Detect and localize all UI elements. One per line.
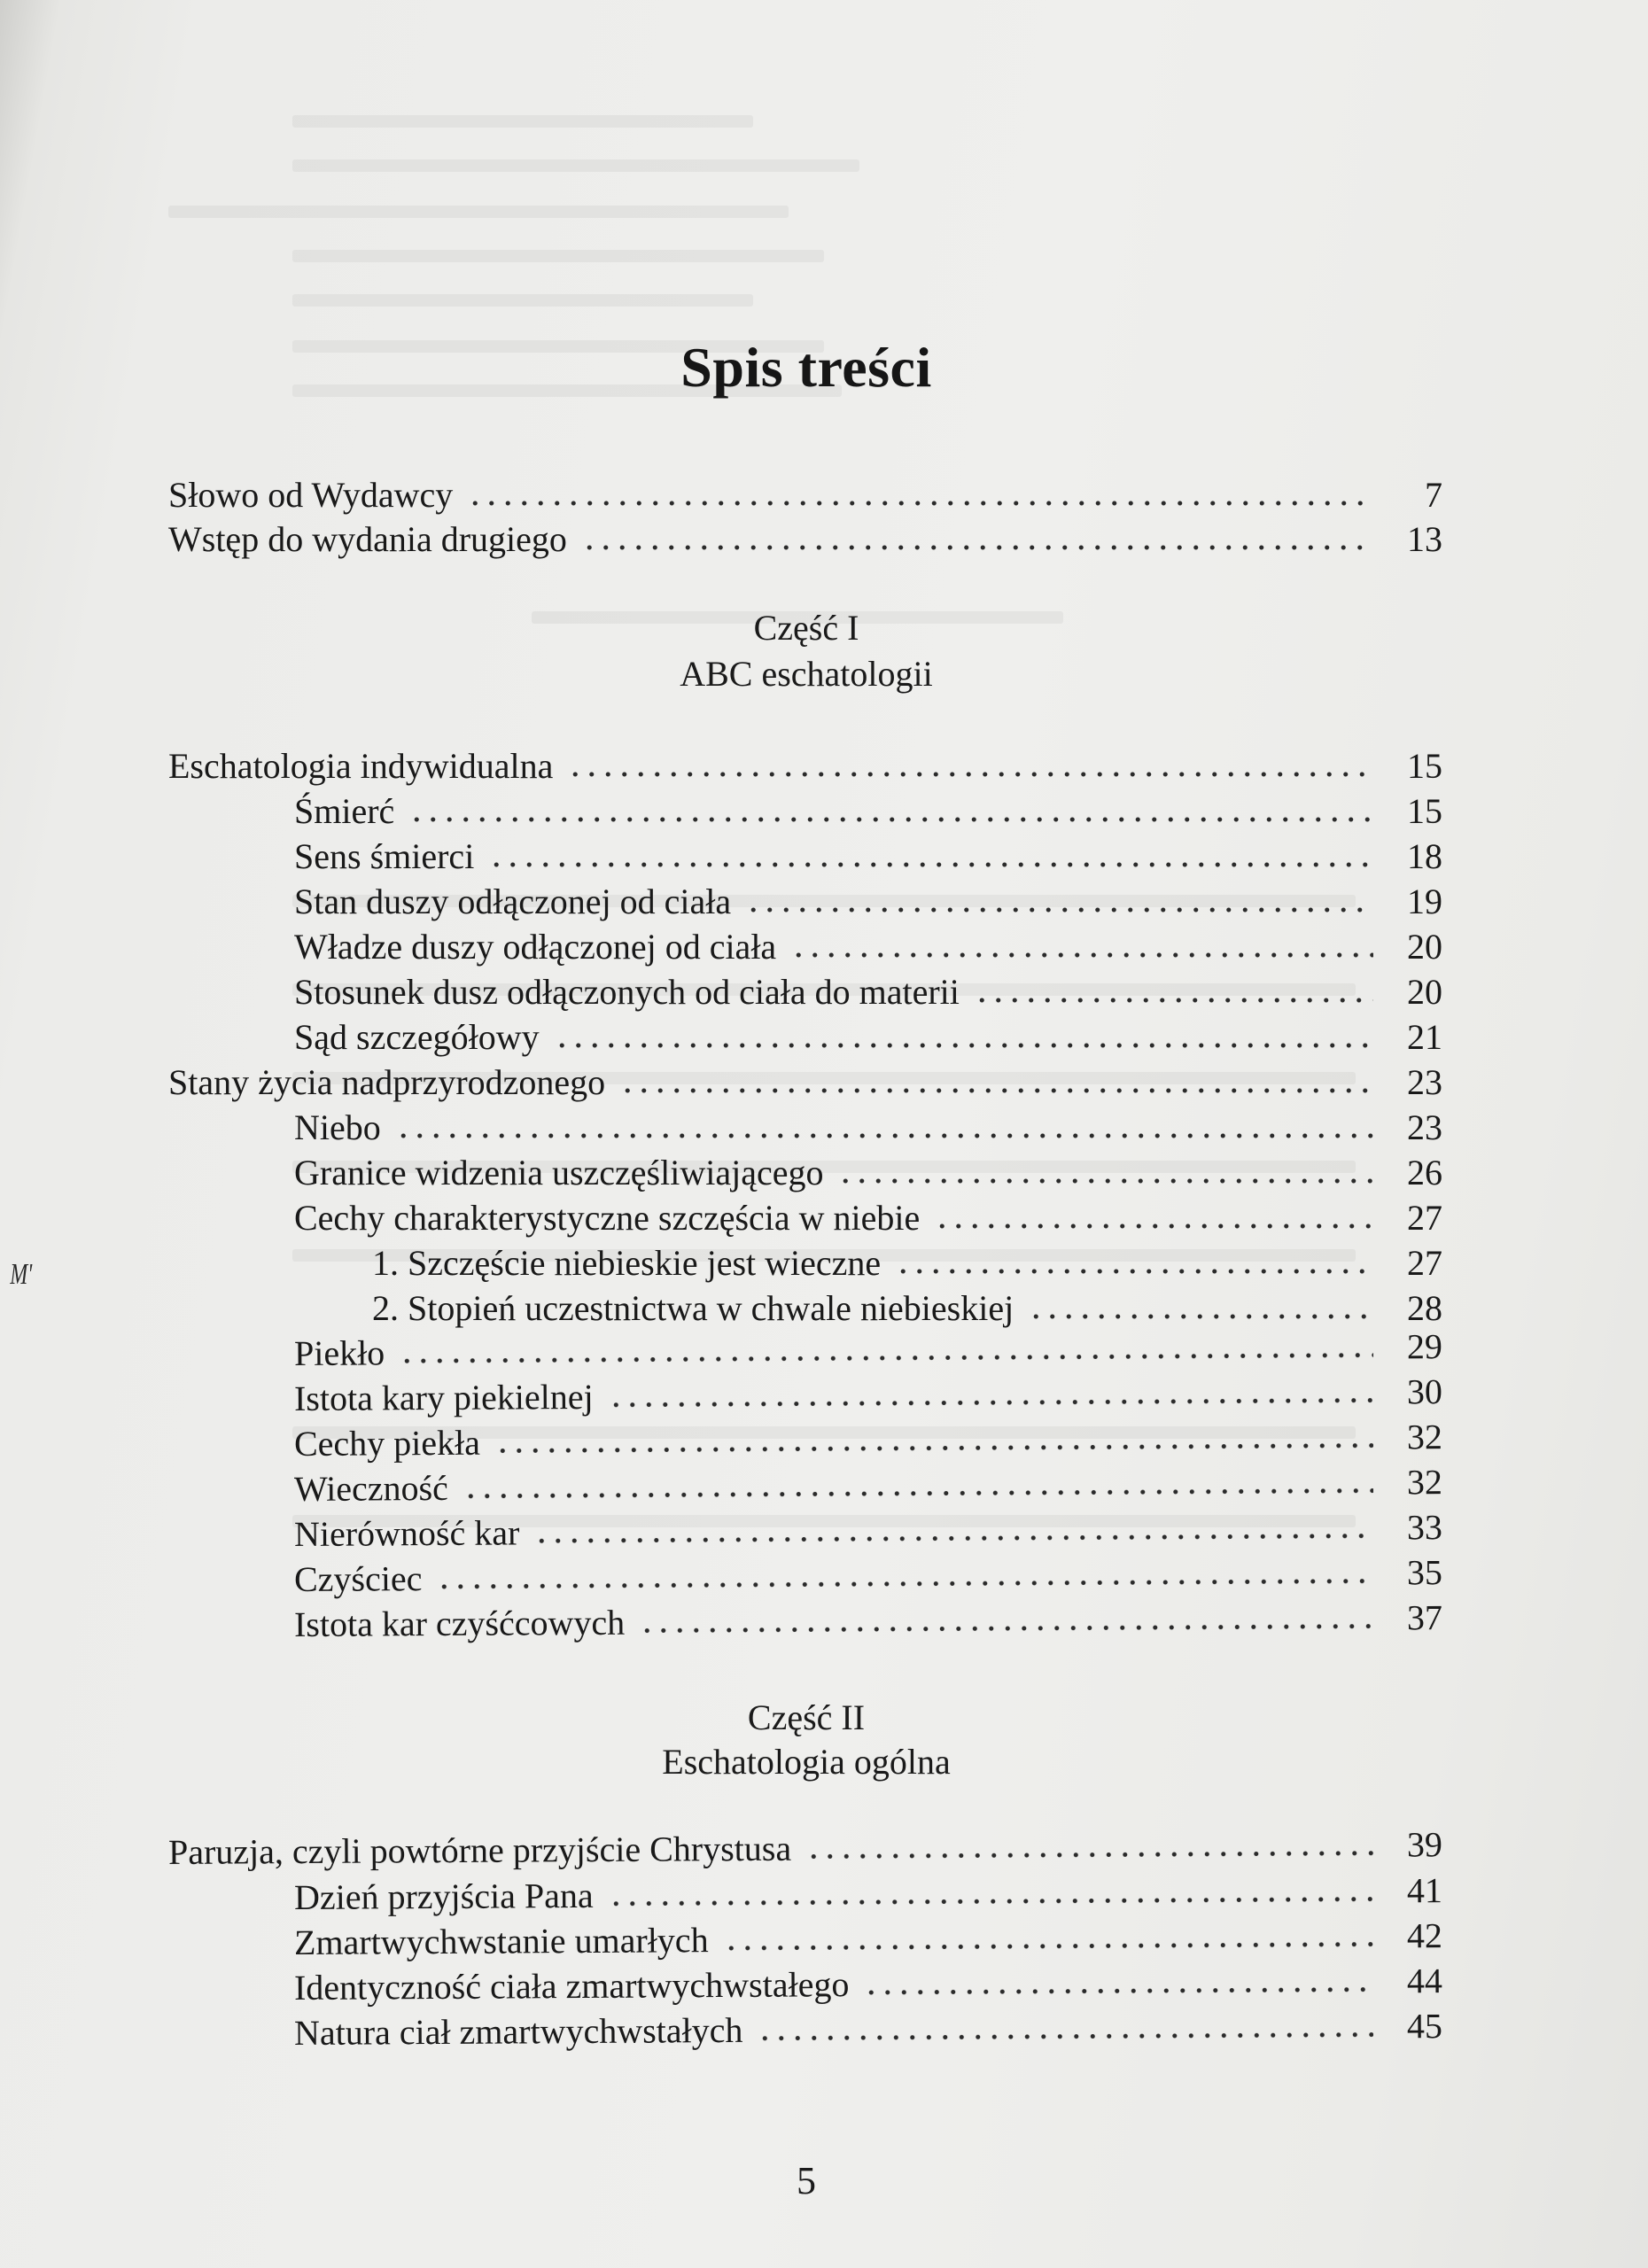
dot-leader xyxy=(395,1113,1373,1139)
dot-leader xyxy=(745,887,1373,913)
dot-leader xyxy=(863,1967,1373,1997)
toc-page-number: 41 xyxy=(1406,1870,1443,1911)
dot-leader xyxy=(436,1558,1373,1590)
toc-entry-label: Sąd szczegółowy xyxy=(294,1017,540,1057)
toc-entry[interactable] xyxy=(294,1914,1442,1965)
part-2-title: Część II xyxy=(747,1697,866,1737)
dot-leader xyxy=(567,751,1373,778)
toc-entry[interactable] xyxy=(372,1286,1442,1331)
toc-entry[interactable] xyxy=(168,744,1442,788)
toc-entry-label: Piekło xyxy=(293,1332,385,1373)
toc-entry-label: Stan duszy odłączonej od ciała xyxy=(294,882,732,921)
dot-leader xyxy=(723,1922,1374,1952)
toc-page-number: 39 xyxy=(1406,1824,1443,1865)
toc-entry-label: 2. Stopień uczestnictwa w chwale niebieskiej xyxy=(372,1288,1014,1328)
toc-entry[interactable] xyxy=(294,1868,1442,1920)
toc-entry-label: Paruzja, czyli powtórne przyjście Chrystusa xyxy=(167,1828,792,1872)
dot-leader xyxy=(1028,1293,1373,1320)
toc-page-number: 15 xyxy=(1407,791,1442,831)
toc-entry[interactable] xyxy=(294,1550,1442,1602)
toc-entry-label: Istota kary piekielnej xyxy=(293,1376,594,1418)
toc-page-number: 29 xyxy=(1406,1326,1443,1367)
toc-page-number: 26 xyxy=(1407,1153,1442,1192)
toc-entry-label: Władze duszy odłączonej od ciała xyxy=(294,927,777,967)
toc-entry-label: Słowo od Wydawcy xyxy=(168,475,454,515)
toc-entry[interactable] xyxy=(168,1822,1442,1875)
dot-leader xyxy=(408,796,1373,823)
toc-entry[interactable] xyxy=(294,1460,1442,1511)
dot-leader xyxy=(467,480,1373,507)
toc-page-number: 20 xyxy=(1407,927,1442,967)
dot-leader xyxy=(974,977,1373,1004)
toc-page-number: 33 xyxy=(1406,1507,1443,1548)
dot-leader xyxy=(399,1332,1373,1365)
toc-entry-label: Cechy piekła xyxy=(293,1422,481,1464)
toc-entry[interactable] xyxy=(294,1196,1442,1240)
toc-entry-label: Wstęp do wydania drugiego xyxy=(168,519,567,559)
toc-page-number: 18 xyxy=(1407,836,1442,876)
toc-page-number: 23 xyxy=(1407,1107,1442,1147)
toc-entry-label: Niebo xyxy=(294,1107,381,1147)
toc-entry[interactable] xyxy=(294,1959,1442,2010)
toc-entry[interactable] xyxy=(294,835,1442,879)
dot-leader xyxy=(805,1830,1373,1860)
dot-leader xyxy=(619,1068,1373,1094)
dot-leader xyxy=(463,1468,1373,1500)
toc-entry[interactable] xyxy=(294,1015,1442,1060)
toc-entry[interactable] xyxy=(294,1370,1442,1421)
toc-entry[interactable] xyxy=(294,1106,1442,1150)
dot-leader xyxy=(554,1022,1373,1049)
toc-page-number: 45 xyxy=(1406,2006,1443,2047)
dot-leader xyxy=(837,1158,1373,1184)
toc-entry-label: Natura ciał zmartwychwstałych xyxy=(293,2009,743,2053)
toc-entry-label: Zmartwychwstanie umarłych xyxy=(293,1920,709,1962)
toc-entry-label: Istota kar czyśćcowych xyxy=(293,1602,626,1644)
toc-entry-label: Stosunek dusz odłączonych od ciała do materii xyxy=(294,972,960,1012)
toc-entry[interactable] xyxy=(294,789,1442,834)
toc-entry-label: Cechy charakterystyczne szczęścia w niebie xyxy=(294,1198,921,1238)
page-title: Spis treści xyxy=(680,336,932,399)
toc-entry[interactable] xyxy=(294,2004,1442,2055)
toc-entry[interactable] xyxy=(294,1415,1442,1466)
toc-page-number: 37 xyxy=(1406,1597,1443,1638)
toc-entry-label: Stany życia nadprzyrodzonego xyxy=(168,1062,606,1102)
dot-leader xyxy=(608,1876,1374,1907)
toc-entry[interactable] xyxy=(294,970,1442,1014)
dot-leader xyxy=(895,1248,1373,1275)
dot-leader xyxy=(934,1203,1373,1230)
toc-entry[interactable] xyxy=(294,1324,1442,1376)
toc-entry-front-1[interactable] xyxy=(168,473,1442,517)
toc-page-number: 21 xyxy=(1407,1017,1442,1057)
toc-page-number: 35 xyxy=(1406,1552,1443,1593)
toc-entry[interactable] xyxy=(168,1060,1442,1105)
toc-entry-label: Sens śmierci xyxy=(294,836,475,876)
toc-entry[interactable] xyxy=(294,925,1442,969)
toc-page-number: 30 xyxy=(1406,1371,1443,1412)
toc-page-number: 27 xyxy=(1407,1198,1442,1238)
toc-page-number: 19 xyxy=(1407,882,1442,921)
toc-page-number: 15 xyxy=(1407,746,1442,786)
toc-entry-label: Czyściec xyxy=(293,1558,423,1599)
toc-page-number: 28 xyxy=(1407,1288,1442,1328)
toc-page-number: 23 xyxy=(1407,1062,1442,1102)
dot-leader xyxy=(581,524,1373,551)
toc-entry[interactable] xyxy=(294,1596,1442,1647)
toc-entry-front-2[interactable] xyxy=(168,517,1442,562)
toc-entry-label: Identyczność ciała zmartwychwstałego xyxy=(293,1964,850,2008)
toc-entry-label: Nierówność kar xyxy=(293,1512,520,1554)
toc-page-number: 20 xyxy=(1407,972,1442,1012)
toc-entry[interactable] xyxy=(372,1241,1442,1285)
part-1-title: Część I xyxy=(753,608,859,648)
dot-leader xyxy=(494,1423,1373,1455)
part-2-subtitle: Eschatologia ogólna xyxy=(662,1742,951,1782)
toc-entry-label: Granice widzenia uszczęśliwiającego xyxy=(294,1153,824,1192)
toc-page-number: 42 xyxy=(1406,1915,1443,1956)
toc-page-number: 32 xyxy=(1406,1462,1443,1503)
dot-leader xyxy=(639,1604,1373,1635)
toc-entry[interactable] xyxy=(294,1505,1442,1557)
toc-page-number: 13 xyxy=(1407,519,1442,559)
toc-entry-label: Wieczność xyxy=(293,1467,448,1509)
toc-page-number: 44 xyxy=(1406,1961,1443,2001)
toc-page-number: 27 xyxy=(1407,1243,1442,1283)
toc-entry-label: Eschatologia indywidualna xyxy=(168,746,554,786)
page-number-footer: 5 xyxy=(797,2159,816,2202)
part-1-subtitle: ABC eschatologii xyxy=(680,654,933,694)
toc-entry-label: 1. Szczęście niebieskie jest wieczne xyxy=(372,1243,882,1283)
dot-leader xyxy=(488,842,1373,868)
toc-entry[interactable] xyxy=(294,880,1442,924)
toc-entry-label: Śmierć xyxy=(294,791,395,831)
dot-leader xyxy=(533,1513,1373,1545)
toc-entry[interactable] xyxy=(294,1151,1442,1195)
dot-leader xyxy=(790,932,1373,959)
toc-page-number: 7 xyxy=(1425,475,1442,515)
toc-page-number: 32 xyxy=(1406,1417,1443,1457)
dot-leader xyxy=(608,1378,1374,1409)
dot-leader xyxy=(757,2012,1373,2042)
stray-margin-mark: M' xyxy=(10,1258,33,1291)
toc-entry-label: Dzień przyjścia Pana xyxy=(293,1875,594,1917)
